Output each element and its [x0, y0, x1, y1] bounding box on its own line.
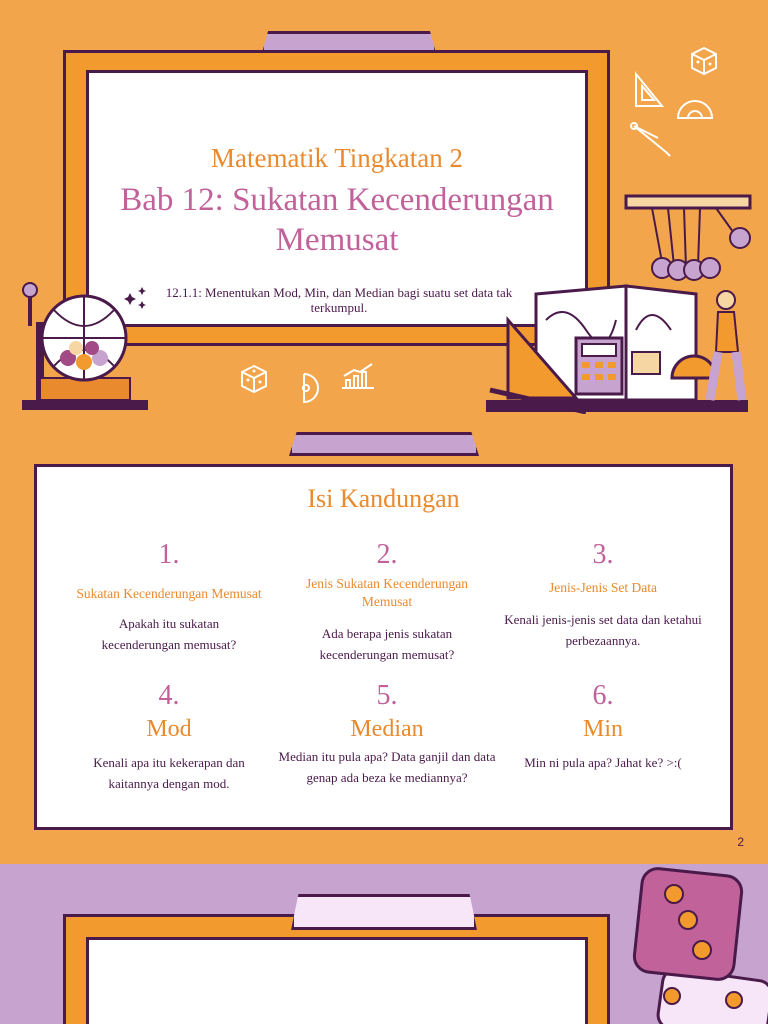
board-clip-3	[291, 894, 477, 930]
protractor-icon-top	[676, 96, 714, 122]
item-description: Min ni pula apa? Jahat ke? >:(	[524, 755, 682, 770]
protractor-icon	[294, 370, 324, 406]
page-number: 2	[737, 835, 744, 849]
learning-objective: 12.1.1: Menentukan Mod, Min, dan Median bagi suatu set data tak terkumpul.	[165, 285, 513, 315]
item-number: 2.	[376, 539, 398, 570]
item-title: Jenis Sukatan Kecenderungan Memusat	[306, 576, 468, 609]
contents-item-3	[488, 539, 718, 651]
item-number: 6.	[592, 680, 614, 711]
chalkboard-3	[86, 937, 588, 1024]
dice-icon	[238, 362, 270, 394]
slide-subtitle: Matematik Tingkatan 2	[211, 143, 463, 173]
chalkboard-frame-3	[63, 914, 610, 1024]
item-title: Jenis-Jenis Set Data	[549, 580, 657, 595]
item-description: Kenali jenis-jenis set data dan ketahui perbezaannya.	[504, 612, 702, 648]
contents-item-5	[272, 680, 502, 788]
dice-icon-top	[688, 44, 720, 76]
compass-icon	[630, 122, 672, 158]
slide-title	[0, 0, 768, 432]
item-number: 5.	[376, 680, 398, 711]
item-title: Median	[350, 716, 424, 742]
contents-item-2	[272, 539, 502, 665]
contents-item-6	[488, 680, 718, 773]
item-number: 4.	[158, 680, 180, 711]
slide-title-text	[89, 180, 585, 260]
board-clip-contents	[289, 432, 479, 456]
contents-title: Isi Kandungan	[307, 484, 460, 513]
set-square-icon	[632, 70, 666, 110]
item-description: Median itu pula apa? Data ganjil dan data genap ada beza ke mediannya?	[278, 749, 496, 785]
item-description: Apakah itu sukatan kecenderungan memusat?	[101, 616, 237, 652]
lottery-globe-icon	[18, 282, 150, 412]
contents-item-1	[54, 539, 284, 655]
slide-next-partial	[0, 864, 768, 1024]
slide-contents	[0, 432, 768, 864]
dice-illustration-icon	[630, 864, 768, 1024]
title-line-2: Memusat	[275, 222, 399, 258]
contents-item-4	[54, 680, 284, 794]
item-title: Mod	[146, 716, 192, 742]
contents-panel	[34, 464, 733, 830]
item-description: Kenali apa itu kekerapan dan kaitannya dengan mod.	[93, 755, 245, 791]
item-title: Min	[582, 716, 623, 742]
item-description: Ada berapa jenis sukatan kecenderungan memusat?	[319, 626, 455, 662]
item-title: Sukatan Kecenderungan Memusat	[76, 586, 262, 601]
item-number: 3.	[592, 539, 614, 570]
bar-chart-icon	[340, 362, 376, 390]
math-book-illustration	[486, 260, 748, 414]
item-number: 1.	[158, 539, 180, 570]
title-line-1: Bab 12: Sukatan Kecenderungan	[120, 182, 554, 218]
